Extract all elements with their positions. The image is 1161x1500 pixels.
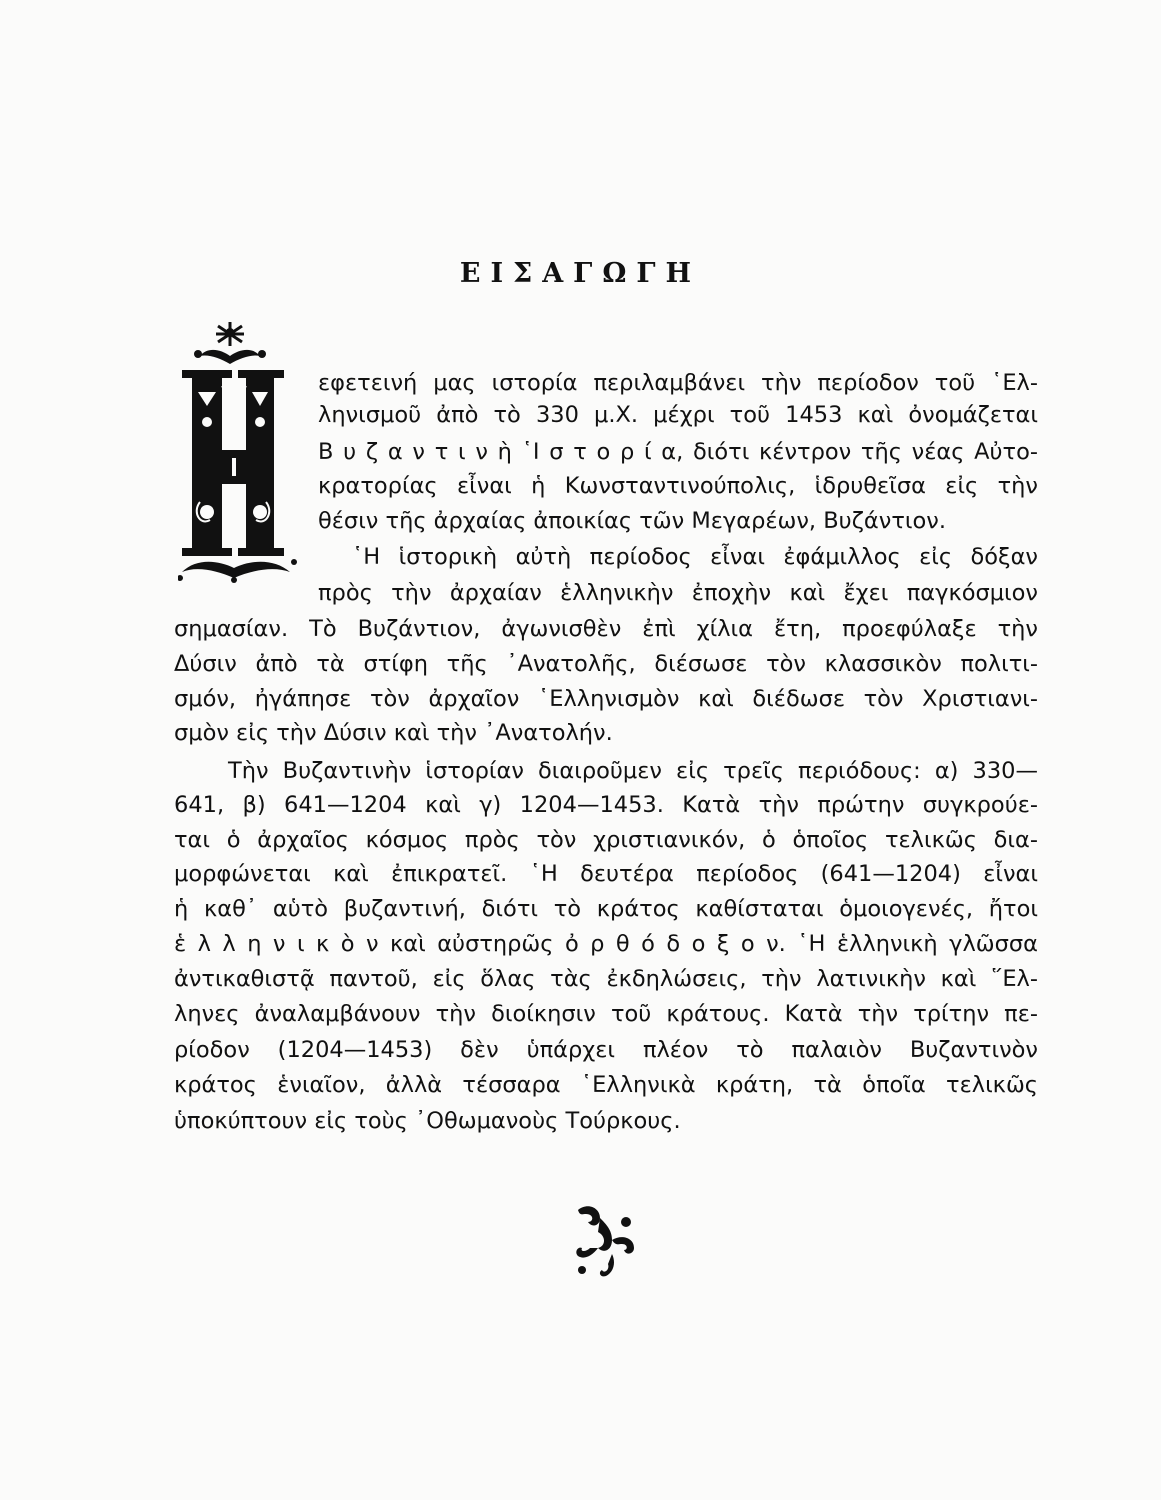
text-line: θέσιν τῆς ἀρχαίας ἀποικίας τῶν Μεγαρέων, Βυζάντιον. [318, 508, 946, 534]
text-line: ἡ καθ᾿ αὑτὸ βυζαντινή, διότι τὸ κράτος καθίσταται ὁμοιογενές, ἤτοι [174, 896, 1038, 922]
text-line: Τὴν Βυζαντινὴν ἱστορίαν διαιροῦμεν εἰς τρεῖς περιόδους: α) 330— [228, 758, 1038, 784]
ornamental-drop-cap-eta [178, 322, 300, 584]
chapter-title: ΕΙΣΑΓΩΓΗ [459, 258, 702, 289]
text-line: Δύσιν ἀπὸ τὰ στίφη τῆς ᾿Ανατολῆς, διέσωσε τὸν κλασσικὸν πολιτι- [174, 651, 1038, 677]
text-line: ἀντικαθιστᾷ παντοῦ, εἰς ὅλας τὰς ἐκδηλώσεις, τὴν λατινικὴν καὶ ῞Ελ- [174, 966, 1038, 992]
text-line: κράτος ἑνιαῖον, ἀλλὰ τέσσαρα ῾Ελληνικὰ κράτη, τὰ ὁποῖα τελικῶς [174, 1072, 1038, 1098]
text-line: μορφώνεται καὶ ἐπικρατεῖ. ῾Η δευτέρα περίοδος (641—1204) εἶναι [174, 861, 1038, 887]
text-line: ληνες ἀναλαμβάνουν τὴν διοίκησιν τοῦ κράτους. Κατὰ τὴν τρίτην πε- [174, 1001, 1038, 1027]
text-line: Β υ ζ α ν τ ι ν ὴ ῾Ι σ τ ο ρ ί α, διότι κέντρον τῆς νέας Αὐτο- [318, 439, 1038, 465]
text-line: ἑ λ λ η ν ι κ ὸ ν καὶ αὐστηρῶς ὀ ρ θ ό δ ο ξ ο ν. ῾Η ἑλληνικὴ γλῶσσα [174, 931, 1038, 957]
fleuron-ornament-icon [570, 1200, 640, 1280]
text-line: εφετεινή μας ιστορία περιλαμβάνει τὴν περίοδον τοῦ ῾Ελ- [318, 370, 1038, 396]
text-line: σημασίαν. Τὸ Βυζάντιον, ἀγωνισθὲν ἐπὶ χίλια ἔτη, προεφύλαξε τὴν [174, 616, 1038, 642]
text-line: ρίοδον (1204—1453) δὲν ὑπάρχει πλέον τὸ παλαιὸν Βυζαντινὸν [174, 1037, 1038, 1063]
text-line: ὑποκύπτουν εἰς τοὺς ᾿Οθωμανοὺς Τούρκους. [174, 1108, 681, 1134]
text-line: κρατορίας εἶναι ἡ Κωνσταντινούπολις, ἱδρυθεῖσα εἰς τὴν [318, 473, 1038, 499]
text-line: ληνισμοῦ ἀπὸ τὸ 330 μ.Χ. μέχρι τοῦ 1453 καὶ ὀνομάζεται [318, 402, 1038, 428]
text-line: σμὸν εἰς τὴν Δύσιν καὶ τὴν ᾿Ανατολήν. [174, 720, 613, 746]
text-line: πρὸς τὴν ἀρχαίαν ἑλληνικὴν ἐποχὴν καὶ ἔχει παγκόσμιον [318, 580, 1038, 606]
text-line: ῾Η ἱστορικὴ αὐτὴ περίοδος εἶναι ἐφάμιλλος εἰς δόξαν [352, 544, 1038, 570]
text-line: σμόν, ἠγάπησε τὸν ἀρχαῖον ῾Ελληνισμὸν καὶ διέδωσε τὸν Χριστιανι- [174, 686, 1038, 712]
text-line: 641, β) 641—1204 καὶ γ) 1204—1453. Κατὰ τὴν πρώτην συγκρούε- [174, 792, 1038, 818]
text-line: ται ὁ ἀρχαῖος κόσμος πρὸς τὸν χριστιανικόν, ὁ ὁποῖος τελικῶς δια- [174, 827, 1038, 853]
